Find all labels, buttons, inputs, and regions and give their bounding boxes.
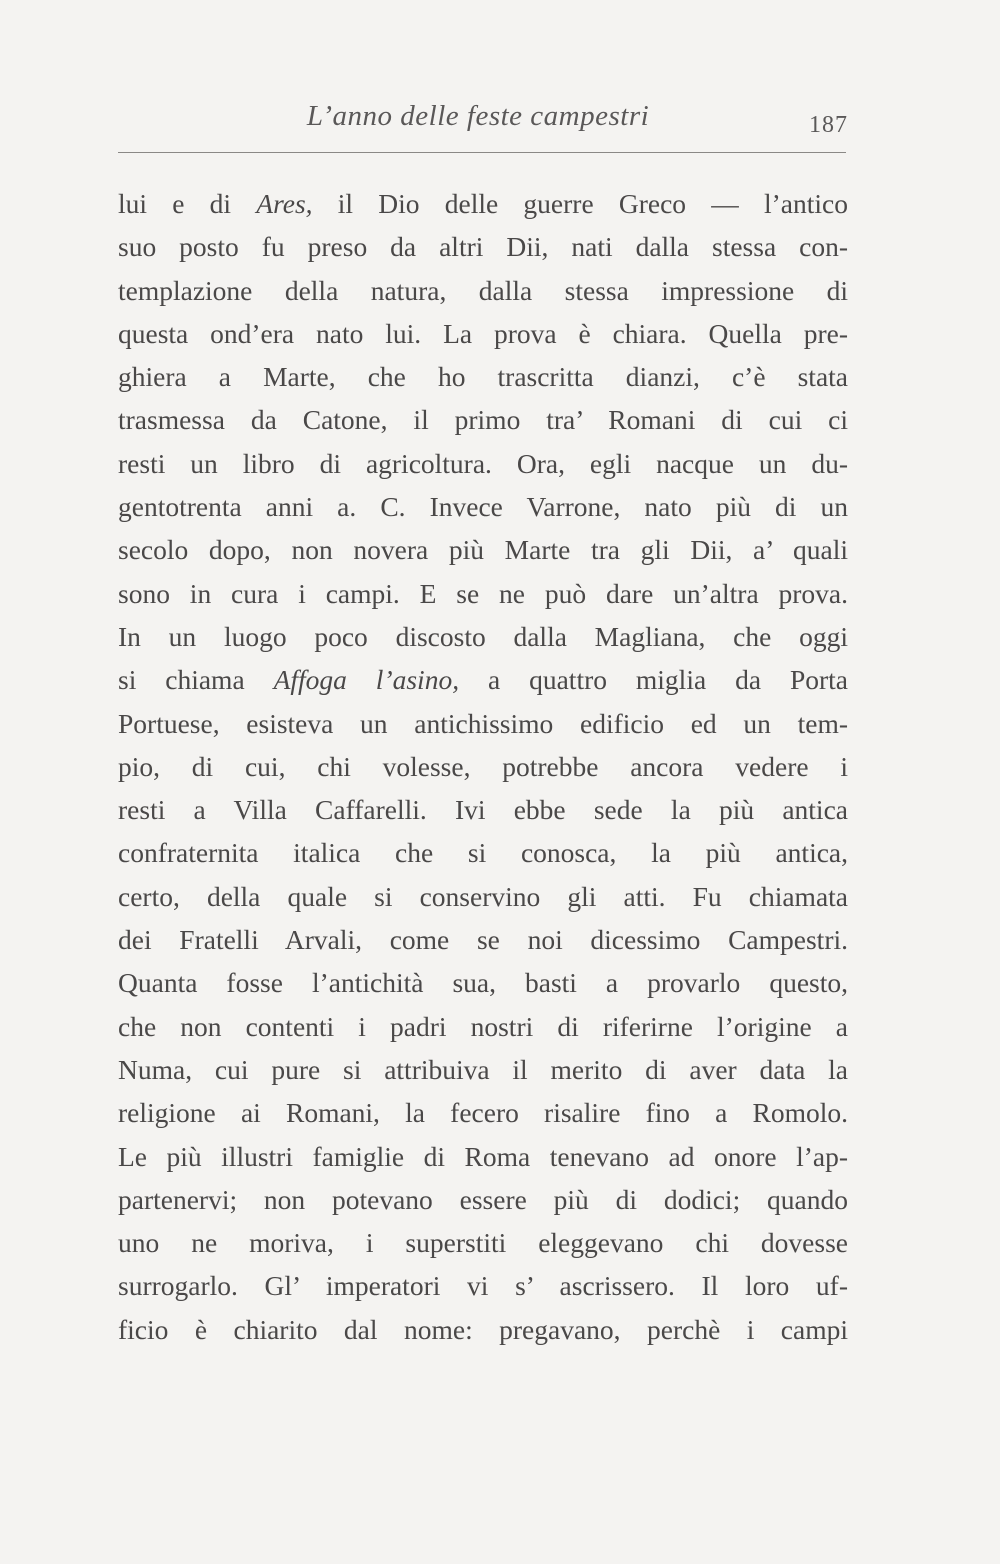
text-line: sono in cura i campi. E se ne può dare un’altra prova.	[118, 577, 848, 609]
text-run: lui e di	[118, 188, 257, 219]
text-run: si chiama	[118, 664, 274, 696]
text-line: confraternita italica che si conosca, la più antica,	[118, 837, 848, 869]
text-line: resti un libro di agricoltura. Ora, egli nacque un du-	[118, 447, 848, 479]
text-line: ficio è chiarito dal nome: pregavano, perchè i campi	[118, 1313, 848, 1345]
italic-run: Ares,	[256, 188, 313, 219]
text-line: Portuese, esisteva un antichissimo edificio ed un tem-	[118, 707, 848, 739]
italic-run: Affoga l’asino,	[273, 664, 460, 696]
text-line: secolo dopo, non novera più Marte tra gli Dii, a’ quali	[118, 534, 848, 566]
text-line: surrogarlo. Gl’ imperatori vi s’ ascrissero. Il loro uf-	[118, 1270, 848, 1302]
running-head	[118, 100, 848, 140]
text-line	[118, 658, 848, 701]
text-line: Numa, cui pure si attribuiva il merito di aver data la	[118, 1053, 848, 1085]
text-line: In un luogo poco discosto dalla Magliana, che oggi	[118, 620, 848, 652]
text-line: pio, di cui, chi volesse, potrebbe ancora vedere i	[118, 750, 848, 782]
text-run: a quattro miglia da Porta	[459, 664, 848, 696]
text-line: suo posto fu preso da altri Dii, nati dalla stessa con-	[118, 231, 848, 263]
text-line: templazione della natura, dalla stessa impressione di	[118, 274, 848, 306]
text-line: ghiera a Marte, che ho trascritta dianzi, c’è stata	[118, 361, 848, 393]
text-line	[118, 182, 848, 225]
text-line: gentotrenta anni a. C. Invece Varrone, nato più di un	[118, 491, 848, 523]
text-run: il Dio delle guerre Greco — l’antico	[312, 188, 848, 219]
text-line: che non contenti i padri nostri di riferirne l’origine a	[118, 1010, 848, 1042]
body-text	[118, 182, 848, 1351]
text-line: certo, della quale si conservino gli atti. Fu chiamata	[118, 880, 848, 912]
text-line: questa ond’era nato lui. La prova è chiara. Quella pre-	[118, 317, 848, 349]
text-line: dei Fratelli Arvali, come se noi dicessimo Campestri.	[118, 924, 848, 956]
running-title: L’anno delle feste campestri	[306, 100, 650, 132]
text-line: Quanta fosse l’antichità sua, basti a provarlo questo,	[118, 967, 848, 999]
text-line: uno ne moriva, i superstiti eleggevano chi dovesse	[118, 1227, 848, 1259]
text-line: resti a Villa Caffarelli. Ivi ebbe sede la più antica	[118, 794, 848, 826]
text-line: religione ai Romani, la fecero risalire fino a Romolo.	[118, 1097, 848, 1129]
page-number: 187	[809, 112, 848, 138]
text-line: partenervi; non potevano essere più di dodici; quando	[118, 1183, 848, 1215]
header-rule	[118, 152, 846, 153]
text-line: trasmessa da Catone, il primo tra’ Romani di cui ci	[118, 404, 848, 436]
text-line: Le più illustri famiglie di Roma tenevano ad onore l’ap-	[118, 1140, 848, 1172]
